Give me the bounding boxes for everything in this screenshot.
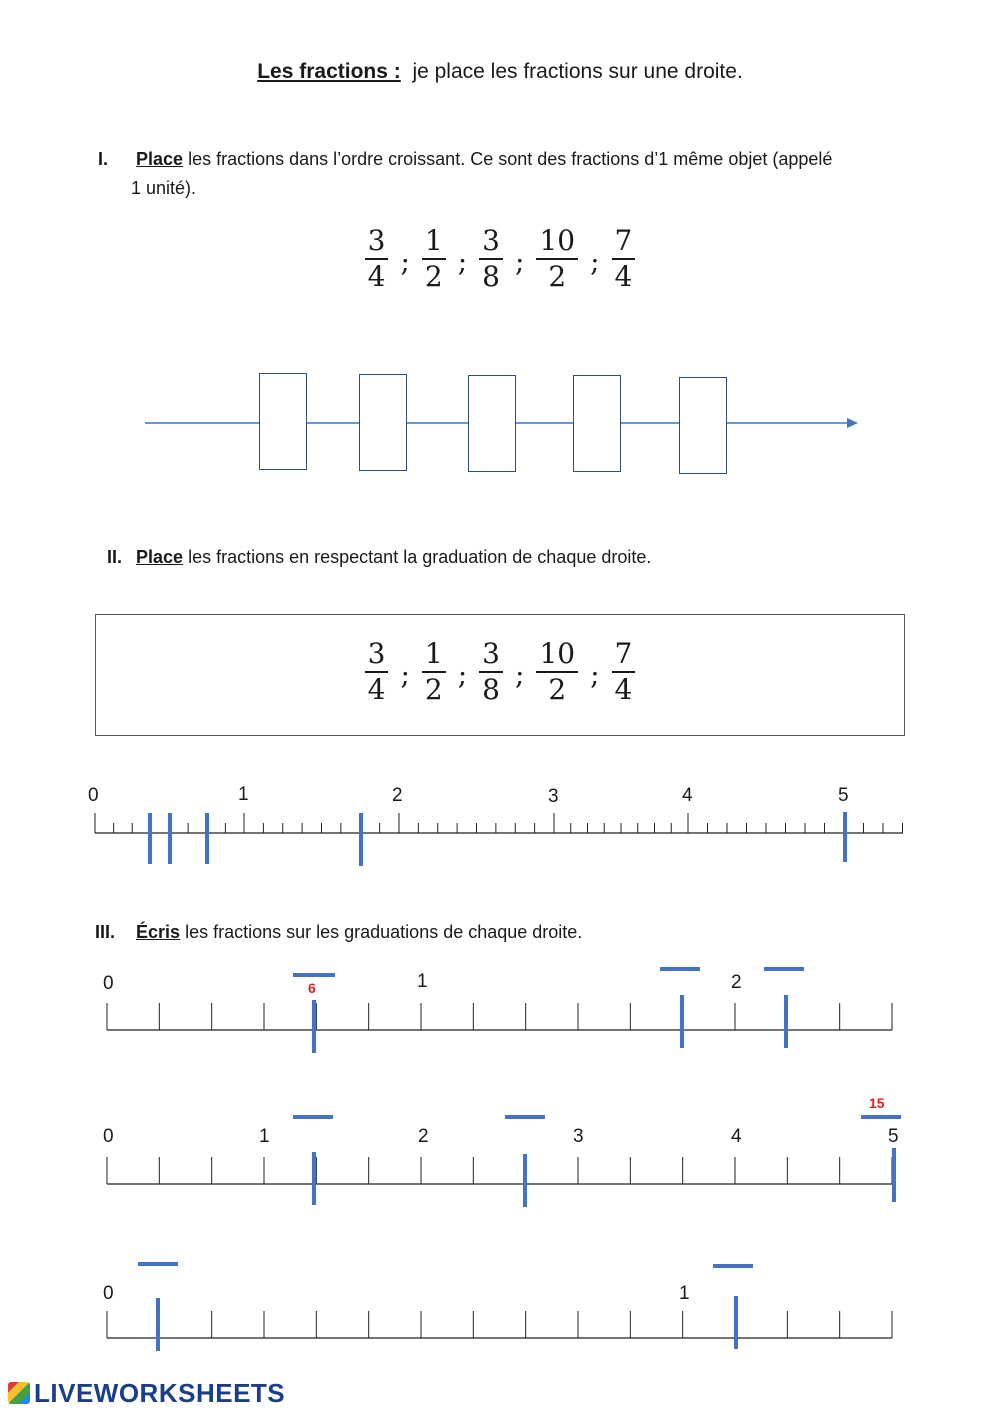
section1-number: I.	[98, 149, 109, 169]
ruler2-label-0: 0	[88, 785, 99, 806]
logo-icon	[8, 1382, 30, 1404]
fraction: $\frac{7}{4}$	[612, 637, 636, 707]
fraction: $\frac{1}{2}$	[422, 637, 446, 707]
fraction: $\frac{7}{4}$	[612, 224, 636, 294]
section1-text: les fractions dans l’ordre croissant. Ce sont des fractions d’1 même objet (appelé	[188, 149, 833, 169]
line3b-label-4: 4	[731, 1126, 742, 1147]
section2-keyword: Place	[136, 547, 184, 567]
fraction: $\frac{3}{4}$	[365, 224, 389, 294]
section2-text: les fractions en respectant la graduation de chaque droite.	[188, 547, 652, 567]
section3-text: les fractions sur les graduations de chaque droite.	[185, 922, 583, 942]
line3b-label-1: 1	[259, 1126, 270, 1147]
line3a-answer: 6	[308, 980, 316, 996]
ruler2-label-2: 2	[392, 785, 403, 806]
ruler2-label-5: 5	[838, 785, 849, 806]
fraction: $\frac{3}{8}$	[479, 637, 503, 707]
line3b-answer: 15	[869, 1095, 885, 1111]
fraction: $\frac{10}{2}$	[536, 224, 578, 294]
section3-keyword: Écris	[136, 922, 181, 942]
fraction: $\frac{1}{2}$	[422, 224, 446, 294]
ruler2-label-4: 4	[682, 785, 693, 806]
line3a-label-0: 0	[103, 973, 114, 994]
line3b-label-3: 3	[573, 1126, 584, 1147]
fraction: $\frac{3}{4}$	[365, 637, 389, 707]
line3b-label-5: 5	[888, 1126, 899, 1147]
ruler2-label-3: 3	[548, 786, 559, 807]
line3a-label-1: 1	[417, 971, 428, 992]
fraction-list-2: $\frac{3}{4}$ ; $\frac{1}{2}$ ; $\frac{3}{8}$ ; $\frac{10}{2}$ ; $\frac{7}{4}$	[0, 637, 1000, 707]
fraction: $\frac{10}{2}$	[536, 637, 578, 707]
ruler2-label-1: 1	[238, 784, 249, 805]
liveworksheets-logo: LIVEWORKSHEETS	[8, 1378, 285, 1409]
line3c-label-0: 0	[103, 1283, 114, 1304]
section3-number: III.	[95, 922, 116, 942]
line3b-label-0: 0	[103, 1126, 114, 1147]
section1-keyword: Place	[136, 149, 184, 169]
fraction-list-1: $\frac{3}{4}$ ; $\frac{1}{2}$ ; $\frac{3}{8}$ ; $\frac{10}{2}$ ; $\frac{7}{4}$	[0, 224, 1000, 294]
section2-number: II.	[107, 547, 123, 567]
line3b-label-2: 2	[418, 1126, 429, 1147]
title-bold: Les fractions :	[257, 60, 401, 83]
line3c-label-1: 1	[679, 1283, 690, 1304]
title-rest: je place les fractions sur une droite.	[412, 60, 743, 83]
section1-text-line2: 1 unité).	[131, 178, 197, 198]
fraction: $\frac{3}{8}$	[479, 224, 503, 294]
line3a-label-2: 2	[731, 972, 742, 993]
